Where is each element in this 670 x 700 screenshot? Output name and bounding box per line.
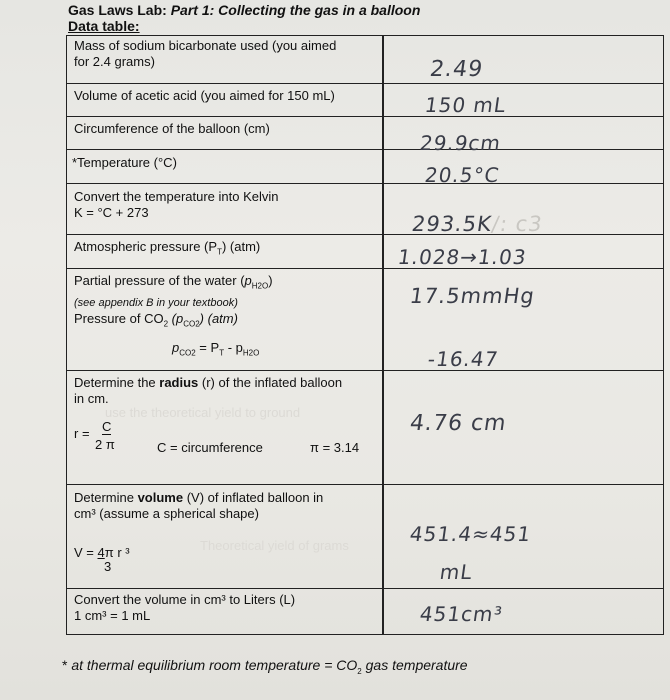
- row-divider: [66, 484, 664, 485]
- radius-numerator: C: [102, 419, 112, 434]
- temperature-value: 20.5°C: [423, 163, 502, 187]
- kelvin-value: 293.5K/: c3: [410, 212, 545, 236]
- co2-pressure-value: -16.47: [426, 347, 501, 371]
- radius-denominator: 2 π: [95, 437, 115, 452]
- atm-pressure-value: 1.028→1.03: [396, 245, 529, 269]
- kelvin-label: Convert the temperature into Kelvin K = °C + 273: [74, 189, 279, 220]
- pi-note: π = 3.14: [310, 440, 360, 455]
- row-divider: [66, 370, 664, 371]
- footnote: * at thermal equilibrium room temperature = $CO_2$ gas temperature: [62, 657, 468, 676]
- row-divider: [66, 183, 664, 184]
- circumference-label: Circumference of the balloon (cm): [74, 121, 270, 136]
- kelvin-scratch: /: c3: [490, 212, 545, 236]
- partial-pressure-value: 17.5mmHg: [408, 284, 537, 308]
- row-divider: [66, 588, 664, 589]
- mass-value: 2.49: [428, 57, 485, 82]
- bleed-through-text: Theoretical yield of grams: [200, 538, 349, 553]
- page-title: Gas Laws Lab: Part 1: Collecting the gas in a balloon: [68, 2, 421, 18]
- radius-r: r =: [74, 426, 90, 441]
- row-divider: [66, 268, 664, 269]
- row-divider: [66, 116, 664, 117]
- radius-label: Determine the radius (r) of the inflated balloon in cm.: [74, 375, 343, 406]
- column-divider: [382, 35, 384, 635]
- partial-pressure-label: Partial pressure of the water $(p_{H2O})$ (see appendix B in your textbook) Pressure of $CO_2$ $(p_{CO2})$ (atm): [74, 273, 273, 329]
- atm-pressure-label: Atmospheric pressure $(P_T)$ (atm): [74, 239, 261, 257]
- circumference-note: C = circumference: [157, 440, 263, 455]
- data-table-label: Data table:: [68, 18, 140, 34]
- temperature-label: *Temperature (°C): [72, 155, 177, 170]
- liters-value: 451cm³: [418, 602, 505, 626]
- row-divider: [66, 149, 664, 150]
- volume-unit: mL: [438, 560, 475, 584]
- co2-formula: $p_{CO2} = P_T - p_{H2O}$: [172, 340, 260, 358]
- volume-formula: V = 4π r ³: [74, 545, 130, 560]
- volume-formula-denominator: 3: [104, 559, 112, 574]
- row-divider: [66, 234, 664, 235]
- liters-label: Convert the volume in cm³ to Liters (L) 1 cm³ = 1 mL: [74, 592, 296, 623]
- acid-volume-label: Volume of acetic acid (you aimed for 150 mL): [74, 88, 335, 103]
- mass-label: Mass of sodium bicarbonate used (you aimed for 2.4 grams): [74, 38, 337, 69]
- volume-value: 451.4≈451: [408, 522, 533, 546]
- radius-value: 4.76 cm: [408, 411, 509, 436]
- circumference-value: 29.9cm: [418, 131, 503, 155]
- bleed-through-text: use the theoretical yield to ground: [105, 405, 301, 420]
- row-divider: [66, 83, 664, 84]
- acid-volume-value: 150 mL: [423, 93, 508, 117]
- volume-label: Determine volume (V) of inflated balloon in cm³ (assume a spherical shape): [74, 490, 324, 521]
